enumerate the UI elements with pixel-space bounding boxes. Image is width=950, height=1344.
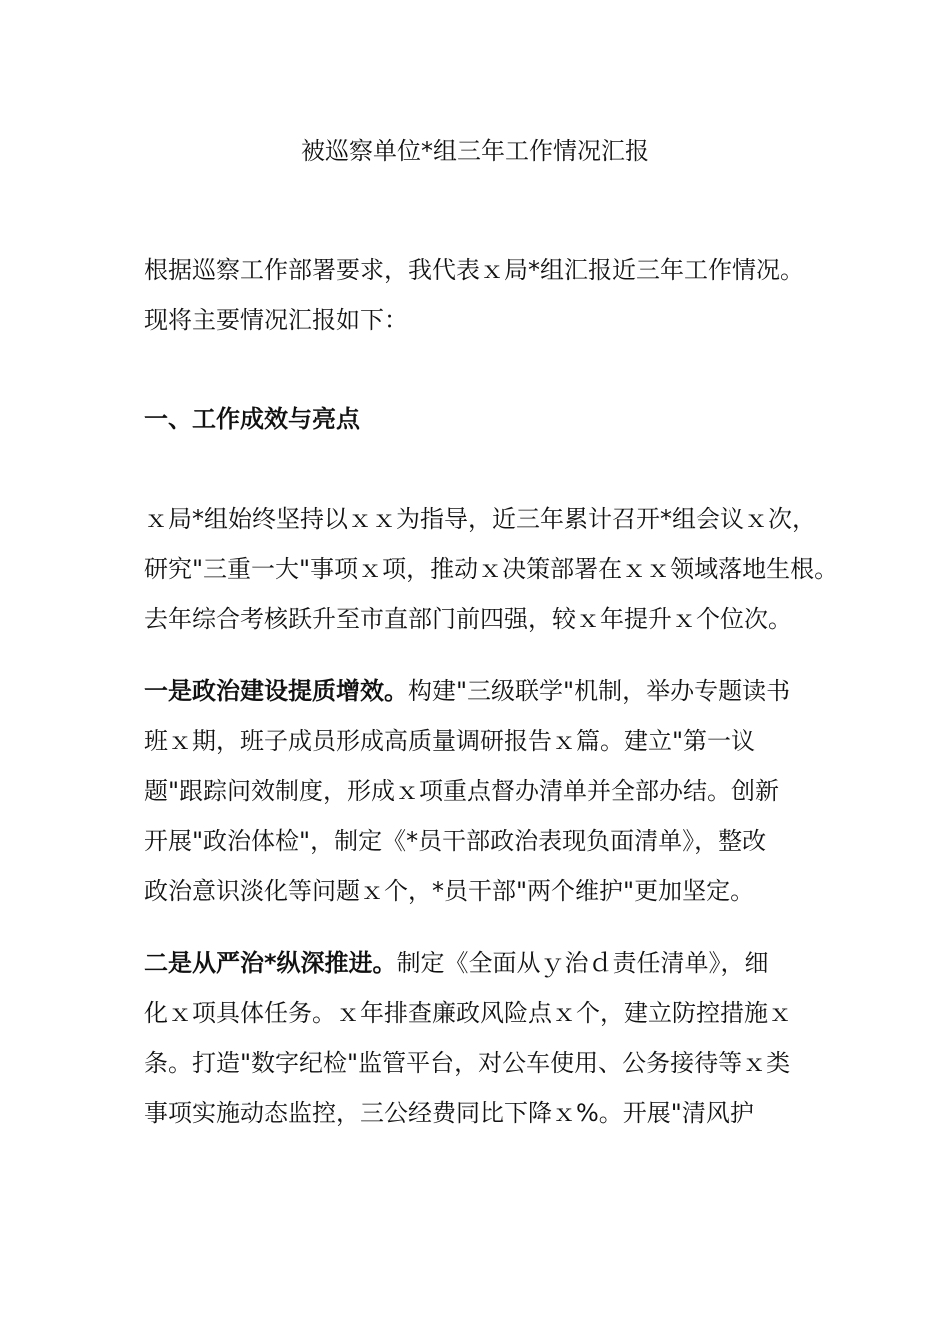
point2-line-2: 化ｘ项具体任务。ｘ年排查廉政风险点ｘ个，建立防控措施ｘ (144, 999, 792, 1027)
point1-first-rest: 构建"三级联学"机制，举办专题读书 (408, 677, 791, 705)
section-heading: 一、工作成效与亮点 (144, 405, 360, 433)
summary-line-3: 去年综合考核跃升至市直部门前四强，较ｘ年提升ｘ个位次。 (144, 605, 792, 633)
point1-lead: 一是政治建设提质增效。 (144, 677, 408, 705)
point2-line-1 (144, 943, 769, 983)
document-title: 被巡察单位*组三年工作情况汇报 (301, 137, 649, 165)
point2-line-3: 条。打造"数字纪检"监管平台，对公车使用、公务接待等ｘ类 (144, 1049, 791, 1077)
point1-line-5: 政治意识淡化等问题ｘ个，*员干部"两个维护"更加坚定。 (144, 877, 755, 905)
point2-lead: 二是从严治*纵深推进。 (144, 949, 397, 977)
point1-line-4: 开展"政治体检"，制定《*员干部政治表现负面清单》，整改 (144, 827, 767, 855)
summary-line-2: 研究"三重一大"事项ｘ项，推动ｘ决策部署在ｘｘ领域落地生根。 (144, 555, 839, 583)
point2-line-4: 事项实施动态监控，三公经费同比下降ｘ%。开展"清风护 (144, 1099, 754, 1127)
point1-line-2: 班ｘ期，班子成员形成高质量调研报告ｘ篇。建立"第一议 (144, 727, 756, 755)
summary-line-1: ｘ局*组始终坚持以ｘｘ为指导，近三年累计召开*组会议ｘ次， (144, 505, 816, 533)
point2-first-rest: 制定《全面从ｙ治ｄ责任清单》，细 (396, 949, 769, 977)
point1-line-3: 题"跟踪问效制度，形成ｘ项重点督办清单并全部办结。创新 (144, 777, 780, 805)
intro-line-2: 现将主要情况汇报如下： (144, 306, 408, 334)
intro-line-1: 根据巡察工作部署要求，我代表ｘ局*组汇报近三年工作情况。 (144, 256, 804, 284)
point1-line-1 (144, 671, 790, 711)
